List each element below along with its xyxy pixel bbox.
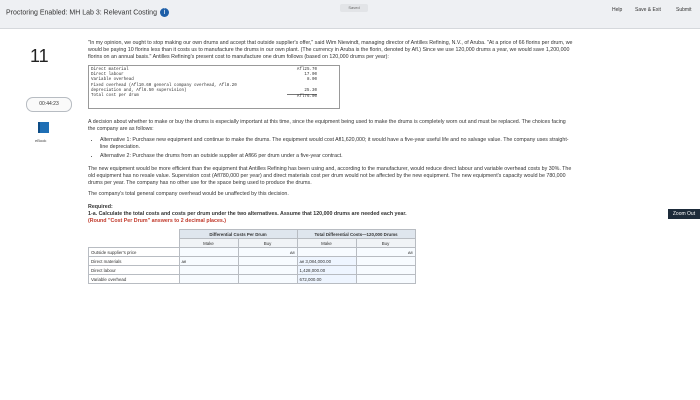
cost-label: Variable overhead	[91, 78, 134, 83]
answer-input[interactable]	[297, 248, 356, 257]
required-part: 1-a. Calculate the total costs and costs per drum under the two alternatives. Assume that 120,000 drums are needed each year.	[88, 211, 407, 217]
ebook-label[interactable]: eBook	[35, 138, 47, 143]
question-content	[88, 40, 573, 284]
alternative-2: • Alternative 2: Purchase the drums from an outside supplier at Afl66 per drum under a five-year contract.	[100, 153, 573, 160]
answer-input[interactable]: 1,428,000.00	[297, 266, 356, 275]
cost-values	[287, 68, 317, 100]
row-label: Direct materials	[89, 257, 180, 266]
required-heading: Required:	[88, 204, 113, 210]
cost-value: 8.00	[306, 78, 317, 83]
buy-total-header: Buy	[356, 239, 415, 248]
cost-label: Fixed overhead (Afl10.60 general company overhead, Afl8.20	[91, 83, 237, 88]
answer-input[interactable]: Afl	[238, 248, 297, 257]
answer-input[interactable]: Afl	[356, 248, 415, 257]
answer-input[interactable]	[238, 275, 297, 284]
answer-input[interactable]	[238, 266, 297, 275]
answer-input[interactable]: 672,000.00	[297, 275, 356, 284]
ebook-icon[interactable]	[38, 122, 49, 133]
cost-label: Total cost per drum	[91, 94, 139, 99]
alternative-1: • Alternative 1: Purchase new equipment and continue to make the drums. The equipment would cost Afl1,620,000; it would have a five-year useful life and no salvage value. The company uses straight-line depreciation.	[100, 137, 573, 151]
answer-input[interactable]	[356, 266, 415, 275]
submit-button[interactable]: Submit	[676, 7, 692, 13]
answer-input[interactable]	[356, 275, 415, 284]
make-header: Make	[179, 239, 238, 248]
round-note: (Round "Cost Per Drum" answers to 2 decimal places.)	[88, 218, 227, 224]
question-number: 11	[30, 46, 49, 66]
row-label: Outside supplier's price	[89, 248, 180, 257]
cost-total: Afl76.00	[287, 94, 317, 100]
assignment-title: Proctoring Enabled: MH Lab 3: Relevant Costing i	[6, 8, 169, 17]
answer-table	[88, 229, 416, 284]
answer-input[interactable]	[179, 248, 238, 257]
alternatives-list	[100, 137, 573, 160]
answer-input[interactable]	[238, 257, 297, 266]
info-icon[interactable]: i	[160, 8, 169, 17]
cost-value: 25.30	[304, 88, 317, 93]
cost-value: Afl25.70	[296, 68, 317, 72]
per-drum-header: Differential Costs Per Drum	[179, 230, 297, 239]
row-label: Direct labour	[89, 266, 180, 275]
overhead-paragraph: The company's total general company overhead would be unaffected by this decision.	[88, 191, 289, 197]
blank-cell	[89, 239, 180, 248]
zoom-out-button[interactable]: Zoom Out	[668, 209, 700, 219]
blank-cell	[89, 230, 180, 239]
total-header: Total Differential Costs—120,000 Drums	[297, 230, 415, 239]
save-status: Saved	[340, 4, 368, 12]
make-total-header: Make	[297, 239, 356, 248]
cost-labels	[91, 68, 237, 99]
answer-input[interactable]	[179, 266, 238, 275]
top-bar	[0, 0, 700, 29]
timer: 00:44:23	[26, 97, 72, 112]
cost-label: depreciation and, Afl6.50 supervision)	[91, 88, 187, 93]
equipment-paragraph: The new equipment would be more efficient than the equipment that Antilles Refining has been using and, according to the manufacturer, would reduce direct labour and variable overhead costs by 30%. The old equipment has no resale value. Supervision cost (Afl780,000 per year) and direct materials cost per drum would not be affected by the new equipment. The new equipment's capacity would be 780,000 drums per year. The company has no other use for the space being used to produce the drums.	[88, 166, 572, 186]
cost-table	[88, 65, 340, 109]
cost-value: 17.00	[304, 73, 317, 78]
intro-paragraph: "In my opinion, we ought to stop making our own drums and accept that outside supplier's offer," said Wim Niewindt, managing director of Antilles Refining, N.V., of Aruba. "At a price of 66 florins per drum, we would be paying 10 florins less than it costs us to manufacture the drums in our own plant. (The currency in Aruba is the florin, denoted by Afl.) Since we use 120,000 drums a year, we would save 1,200,000 florins on an annual basis." Antilles Refining's present cost to manufacture one drum follows (based on 120,000 drums per year):	[88, 40, 573, 60]
row-label: Variable overhead	[89, 275, 180, 284]
answer-input[interactable]	[356, 257, 415, 266]
cost-label: Direct labour	[91, 73, 124, 78]
save-exit-button[interactable]: Save & Exit	[635, 7, 661, 13]
cost-label: Direct material	[91, 68, 129, 72]
decision-paragraph: A decision about whether to make or buy the drums is especially important at this time, since the equipment being used to make the drums is completely worn out and must be replaced. The choices facing the company are as follows:	[88, 119, 566, 132]
buy-header: Buy	[238, 239, 297, 248]
help-button[interactable]: Help	[612, 7, 623, 13]
answer-input[interactable]	[179, 275, 238, 284]
answer-input[interactable]: Afl	[179, 257, 238, 266]
answer-input[interactable]: Afl 3,084,000.00	[297, 257, 356, 266]
